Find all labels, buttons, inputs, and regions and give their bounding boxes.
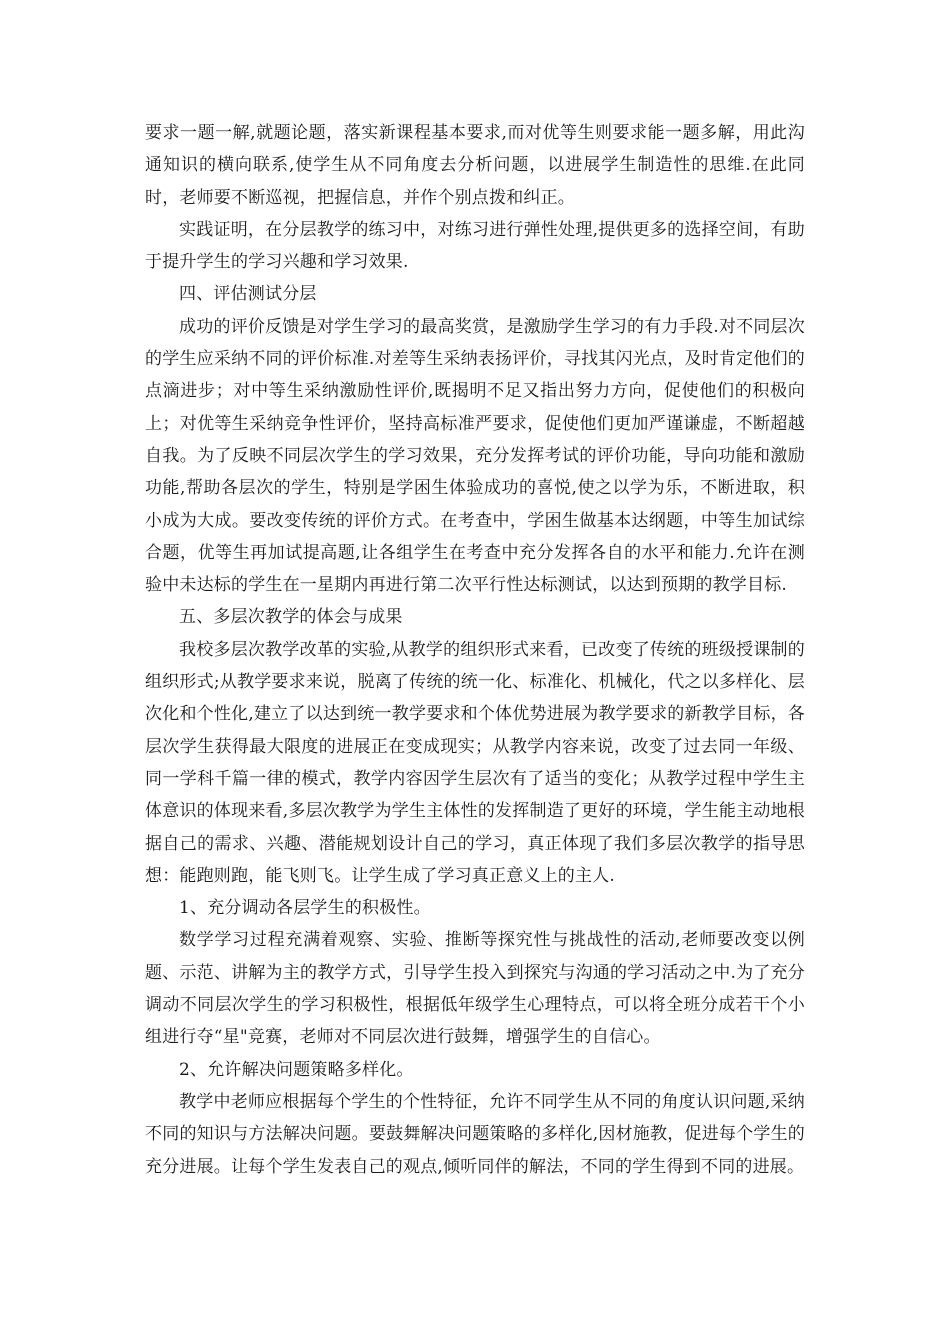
section-heading-5: 五、多层次教学的体会与成果	[179, 607, 403, 628]
document-body	[145, 117, 805, 1183]
paragraph-motivation: 数学学习过程充满着观察、实验、推断等探究性与挑战性的活动,老师要改变以例题、示范、讲解为主的教学方式，引导学生投入到探究与沟通的学习活动之中.为了充分调动不同层次学生的学习积极性，根据低年级学生心理特点，可以将全班分成若干个小组进行夺“星"竞赛，老师对不同层次进行鼓舞，增强学生的自信心。	[145, 930, 805, 1048]
paragraph-evaluation: 成功的评价反馈是对学生学习的最高奖赏，是激励学生学习的有力手段.对不同层次的学生应采纳不同的评价标准.对差等生采纳表扬评价，寻找其闪光点，及时肯定他们的点滴进步；对中等生采纳激励性评价,既揭明不足又指出努力方向，促使他们的积极向上；对优等生采纳竞争性评价，坚持高标准严要求，促使他们更加严谨谦虚，不断超越自我。为了反映不同层次学生的学习效果，充分发挥考试的评价功能，导向功能和激励功能,帮助各层次的学生，特别是学困生体验成功的喜悦,使之以学为乐，不断进取，积小成为大成。要改变传统的评价方式。在考查中，学困生做基本达纲题，中等生加试综合题，优等生再加试提高题,让各组学生在考查中充分发挥各自的水平和能力.允许在测验中未达标的学生在一星期内再进行第二次平行性达标测试，以达到预期的教学目标.	[145, 316, 805, 596]
section-heading-4: 四、评估测试分层	[179, 284, 317, 305]
paragraph-strategies: 教学中老师应根据每个学生的个性特征，允许不同学生从不同的角度认识问题,采纳不同的知识与方法解决问题。要鼓舞解决问题策略的多样化,因材施教，促进每个学生的充分进展。让每个学生发表自己的观点,倾听同伴的解法，不同的学生得到不同的进展。	[145, 1091, 805, 1177]
paragraph-practice-proof: 实践证明，在分层教学的练习中，对练习进行弹性处理,提供更多的选择空间，有助于提升学生的学习兴趣和学习效果.	[145, 219, 805, 273]
subheading-1: 1、充分调动各层学生的积极性。	[179, 898, 431, 919]
subheading-2: 2、允许解决问题策略多样化。	[179, 1059, 414, 1080]
paragraph-reform-results: 我校多层次教学改革的实验,从教学的组织形式来看，已改变了传统的班级授课制的组织形式;从教学要求来说，脱离了传统的统一化、标准化、机械化，代之以多样化、层次化和个性化,建立了以达到统一教学要求和个体优势进展为教学要求的新教学目标，各层次学生获得最大限度的进展正在变成现实；从教学内容来说，改变了过去同一年级、同一学科千篇一律的模式，教学内容因学生层次有了适当的变化；从教学过程中学生主体意识的体现来看,多层次教学为学生主体性的发挥制造了更好的环境，学生能主动地根据自己的需求、兴趣、潜能规划设计自己的学习，真正体现了我们多层次教学的指导思想：能跑则跑，能飞则飞。让学生成了学习真正意义上的主人.	[145, 639, 805, 886]
paragraph-continued: 要求一题一解,就题论题，落实新课程基本要求,而对优等生则要求能一题多解，用此沟通知识的横向联系,使学生从不同角度去分析问题，以进展学生制造性的思维.在此同时，老师要不断巡视，把握信息，并作个别点拨和纠正。	[145, 123, 805, 208]
